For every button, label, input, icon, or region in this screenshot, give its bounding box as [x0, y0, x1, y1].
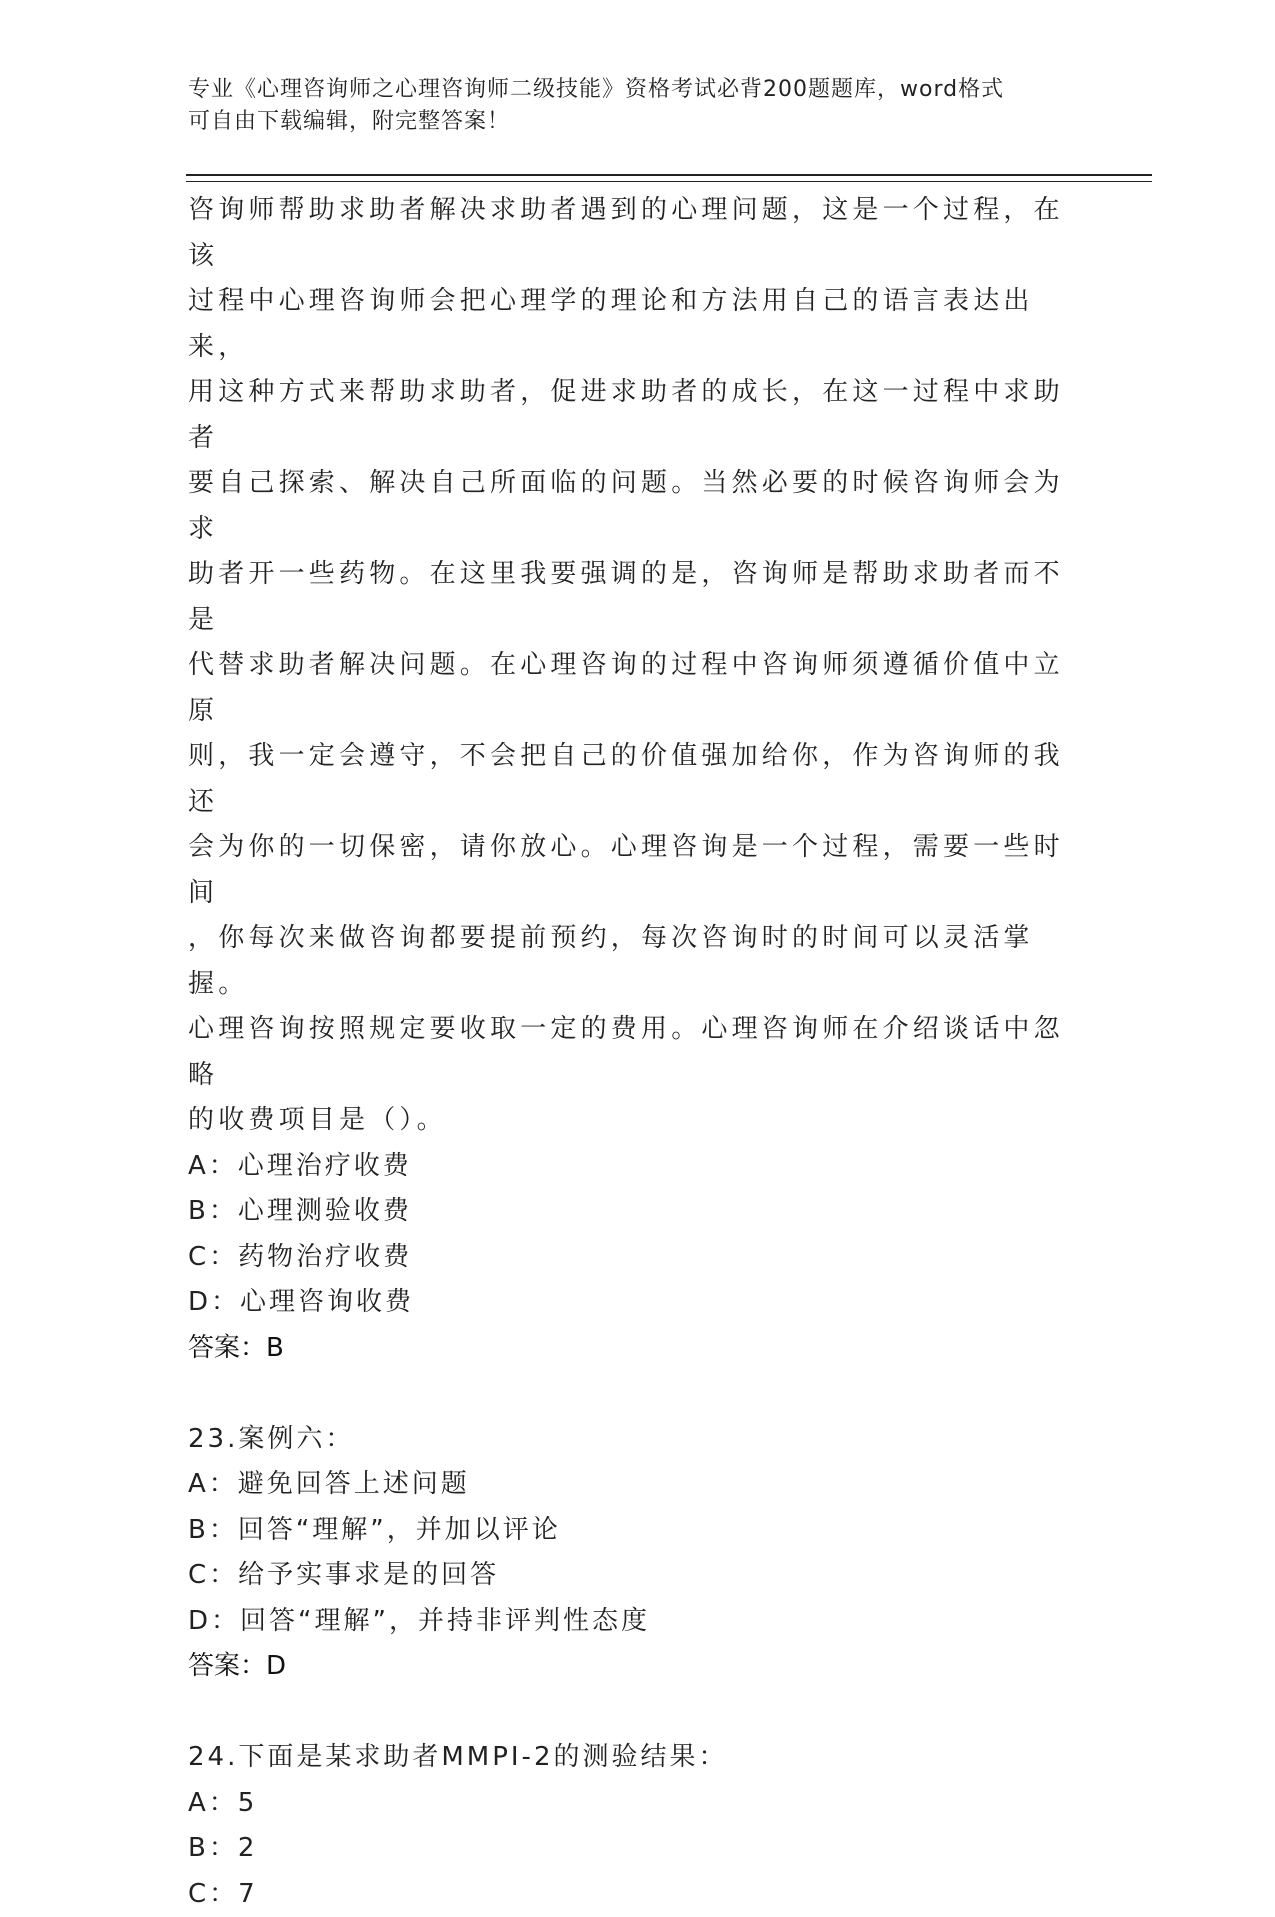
- option-a: A：避免回答上述问题: [188, 1462, 1068, 1508]
- question-23-title: 23.案例六：: [188, 1417, 1068, 1463]
- question-line: 助者开一些药物。在这里我要强调的是，咨询师是帮助求助者而不是: [188, 552, 1068, 643]
- question-line: 用这种方式来帮助求助者，促进求助者的成长，在这一过程中求助者: [188, 370, 1068, 461]
- answer-label: 答案：D: [188, 1644, 1068, 1690]
- option-c: C：给予实事求是的回答: [188, 1553, 1068, 1599]
- question-line: 代替求助者解决问题。在心理咨询的过程中咨询师须遵循价值中立原: [188, 643, 1068, 734]
- spacer: [188, 1690, 1068, 1736]
- question-line: 的收费项目是（）。: [188, 1098, 1068, 1144]
- spacer: [188, 1371, 1068, 1417]
- option-d: D：回答“理解”，并持非评判性态度: [188, 1599, 1068, 1645]
- option-c: C：药物治疗收费: [188, 1235, 1068, 1281]
- header-divider-thin: [186, 181, 1152, 182]
- answer-label: 答案：B: [188, 1326, 1068, 1372]
- option-b: B：心理测验收费: [188, 1189, 1068, 1235]
- question-line: 咨询师帮助求助者解决求助者遇到的心理问题，这是一个过程，在该: [188, 188, 1068, 279]
- option-a: A：5: [188, 1781, 1068, 1827]
- header-line-2: 可自由下载编辑，附完整答案！: [188, 106, 1088, 138]
- option-c: C：7: [188, 1872, 1068, 1917]
- option-d: D：心理咨询收费: [188, 1280, 1068, 1326]
- question-line: 过程中心理咨询师会把心理学的理论和方法用自己的语言表达出来，: [188, 279, 1068, 370]
- question-22-stem: [188, 188, 1068, 1144]
- question-line: ，你每次来做咨询都要提前预约，每次咨询时的时间可以灵活掌握。: [188, 916, 1068, 1007]
- question-line: 心理咨询按照规定要收取一定的费用。心理咨询师在介绍谈话中忽略: [188, 1007, 1068, 1098]
- question-24-title: 24.下面是某求助者MMPI-2的测验结果：: [188, 1735, 1068, 1781]
- question-line: 会为你的一切保密，请你放心。心理咨询是一个过程，需要一些时间: [188, 825, 1068, 916]
- question-line: 则，我一定会遵守，不会把自己的价值强加给你，作为咨询师的我还: [188, 734, 1068, 825]
- document-header: [188, 74, 1088, 138]
- header-line-1: 专业《心理咨询师之心理咨询师二级技能》资格考试必背200题题库，word格式: [188, 74, 1088, 106]
- document-body: [188, 188, 1068, 1917]
- question-line: 要自己探索、解决自己所面临的问题。当然必要的时候咨询师会为求: [188, 461, 1068, 552]
- option-b: B：2: [188, 1826, 1068, 1872]
- header-divider-thick: [186, 174, 1152, 176]
- option-a: A：心理治疗收费: [188, 1144, 1068, 1190]
- option-b: B：回答“理解”，并加以评论: [188, 1508, 1068, 1554]
